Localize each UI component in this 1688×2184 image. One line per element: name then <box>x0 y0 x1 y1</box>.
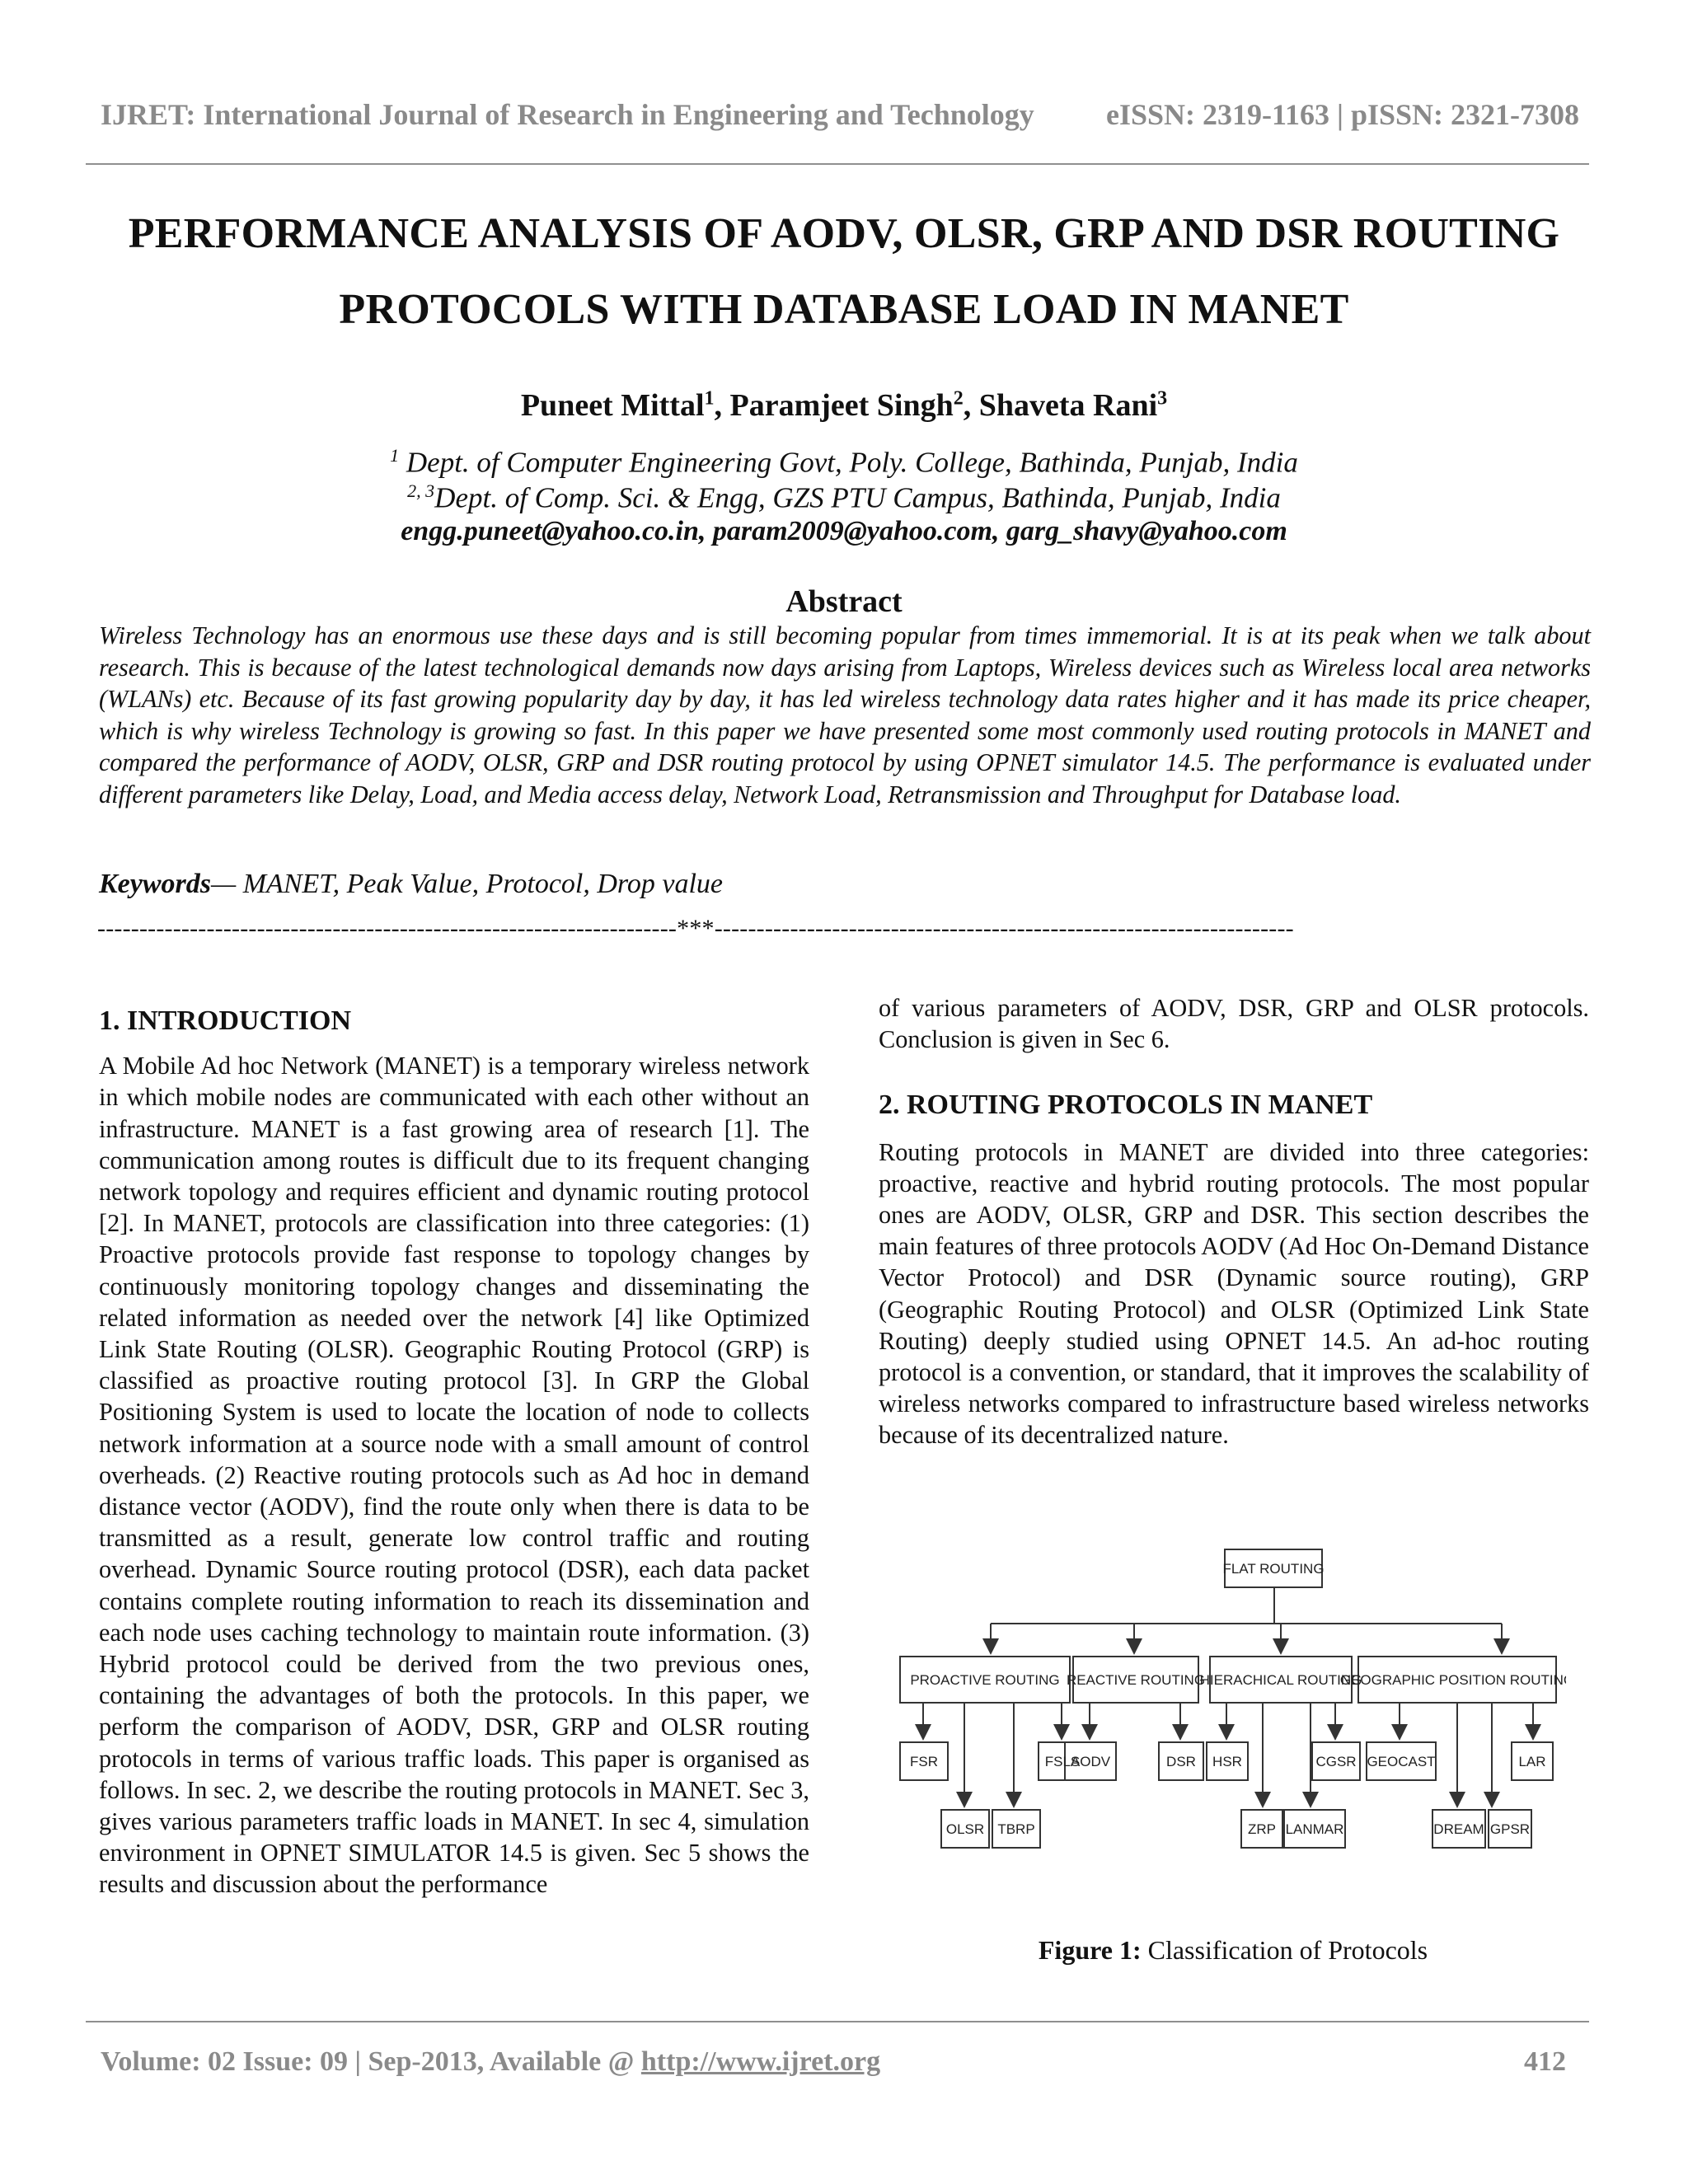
journal-link[interactable]: http://www.ijret.org <box>640 2046 881 2077</box>
node-hsr: HSR <box>1212 1754 1242 1769</box>
affiliation-sup: 1 <box>390 445 400 466</box>
node-reactive: REACTIVE ROUTING <box>1066 1672 1206 1688</box>
abstract-heading: Abstract <box>785 584 903 619</box>
intro-continued-paragraph: of various parameters of AODV, DSR, GRP and OLSR protocols. Conclusion is given in Sec 6. <box>879 994 1589 1054</box>
node-fsls: FSLS <box>1044 1754 1081 1769</box>
node-hierarchical: HIERACHICAL ROUTING <box>1199 1672 1362 1688</box>
author-sup: 2 <box>953 387 964 410</box>
affiliation-sup: 2, 3 <box>407 480 435 501</box>
author-name: Shaveta Rani <box>978 388 1158 423</box>
footer-rule <box>86 2021 1589 2022</box>
author-list <box>0 387 1688 424</box>
node-lanmar: LANMAR <box>1285 1821 1344 1837</box>
paper-title <box>82 196 1606 348</box>
author-sep: , <box>714 388 730 423</box>
affiliation-1 <box>0 445 1688 480</box>
node-zrp: ZRP <box>1248 1821 1276 1837</box>
footer-volume-text: Volume: 02 Issue: 09 | Sep-2013, Available @ <box>101 2046 641 2077</box>
affiliation-2 <box>0 480 1688 515</box>
node-tbrp: TBRP <box>997 1821 1035 1837</box>
right-column <box>879 992 1589 1451</box>
author-sup: 3 <box>1157 387 1168 410</box>
figure-caption-text: Classification of Protocols <box>1141 1935 1428 1965</box>
affiliation-text: Dept. of Comp. Sci. & Engg, GZS PTU Campus, Bathinda, Punjab, India <box>434 481 1281 514</box>
node-proactive: PROACTIVE ROUTING <box>910 1672 1060 1688</box>
node-geocast: GEOCAST <box>1367 1754 1436 1769</box>
figure-caption-label: Figure 1: <box>1038 1935 1142 1965</box>
keywords-line <box>99 869 723 900</box>
footer-volume-info <box>101 2046 880 2078</box>
affiliation-text: Dept. of Computer Engineering Govt, Poly. College, Bathinda, Punjab, India <box>399 446 1298 479</box>
author-sep: , <box>963 388 979 423</box>
node-olsr: OLSR <box>945 1821 985 1837</box>
node-flat-routing: FLAT ROUTING <box>1222 1561 1325 1577</box>
left-column <box>99 1005 809 1900</box>
section-separator: ---------------------------------------------------------------------***--------------------------------------------------------------------- <box>97 915 1294 942</box>
keywords-text: — MANET, Peak Value, Protocol, Drop value <box>211 869 724 899</box>
classification-diagram <box>882 1541 1566 1887</box>
abstract-text: Wireless Technology has an enormous use these days and is still becoming popular from times immemorial. It is at its peak when we talk about research. This is because of the latest technological demands now days arising from Laptops, Wireless devices such as Wireless local area networks (WLANs) etc. Because of its fast growing popularity day by day, it has led wireless technology data rates higher and it has made its price cheaper, which is why wireless Technology is growing so fast. In this paper we have presented some most commonly used routing protocols in MANET and compared the performance of AODV, OLSR, GRP and DSR routing protocol by using OPNET simulator 14.5. The performance is evaluated under different parameters like Delay, Load, and Media access delay, Network Load, Retransmission and Throughput for Database load. <box>99 621 1591 808</box>
author-emails: engg.puneet@yahoo.co.in, param2009@yahoo.com, garg_shavy@yahoo.com <box>401 516 1287 546</box>
node-lar: LAR <box>1518 1754 1546 1769</box>
node-cgsr: CGSR <box>1315 1754 1357 1769</box>
keywords-label: Keywords <box>99 869 211 899</box>
intro-paragraph: A Mobile Ad hoc Network (MANET) is a temporary wireless network in which mobile nodes are communicated with each other without an infrastructure. MANET is a fast growing area of research [1]. The communication among routes is difficult due to its frequent changing network topology and requires efficient and dynamic routing protocol [2]. In MANET, protocols are classification into three categories: (1) Proactive protocols provide fast response to topology changes by continuously monitoring topology changes and disseminating the related information as needed over the network [4] like Optimized Link State Routing (OLSR). Geographic Routing Protocol (GRP) is classified as proactive routing protocol [3]. In GRP the Global Positioning System is used to locate the location of node to collects network information at a source node with a small amount of control overheads. (2) Reactive routing protocols such as Ad hoc in demand distance vector (AODV), find the route only when there is data to be transmitted as a result, generate low control traffic and routing overhead. Dynamic Source routing protocol (DSR), each data packet contains complete routing information to reach its dissemination and each node uses caching technology to maintain route information. (3) Hybrid protocol could be derived from the two previous ones, containing the advantages of both the protocols. In this paper, we perform the comparison of AODV, DSR, GRP and OLSR routing protocols in terms of various traffic loads. This paper is organised as follows. In sec. 2, we describe the routing protocols in MANET. Sec 3, gives various parameters traffic loads in MANET. In sec 4, simulation environment in OPNET SIMULATOR 14.5 is given. Sec 5 shows the results and discussion about the performance <box>99 1052 809 1899</box>
author-name: Paramjeet Singh <box>729 388 954 423</box>
title-line-2: PROTOCOLS WITH DATABASE LOAD IN MANET <box>339 286 1349 333</box>
author-sup: 1 <box>704 387 715 410</box>
classification-figure <box>882 1541 1566 1887</box>
node-aodv: AODV <box>1070 1754 1111 1769</box>
section2-heading: 2. ROUTING PROTOCOLS IN MANET <box>879 1090 1373 1121</box>
node-dream: DREAM <box>1433 1821 1484 1837</box>
node-dsr: DSR <box>1166 1754 1196 1769</box>
header-rule <box>86 163 1589 165</box>
page-number: 412 <box>1524 2046 1566 2077</box>
issn-header: eISSN: 2319-1163 | pISSN: 2321-7308 <box>1106 98 1579 131</box>
node-fsr: FSR <box>910 1754 938 1769</box>
title-line-1: PERFORMANCE ANALYSIS OF AODV, OLSR, GRP AND DSR ROUTING <box>128 210 1560 257</box>
node-gpsr: GPSR <box>1489 1821 1531 1837</box>
node-geographic: GEOGRAPHIC POSITION ROUTING <box>1339 1672 1566 1688</box>
author-name: Puneet Mittal <box>520 388 705 423</box>
section2-paragraph: Routing protocols in MANET are divided into three categories: proactive, reactive and hybrid routing protocols. The most popular ones are AODV, OLSR, GRP and DSR. This section describes the main features of three protocols AODV (Ad Hoc On-Demand Distance Vector Protocol) and DSR (Dynamic source routing), GRP (Geographic Routing Protocol) and OLSR (Optimized Link State Routing) deeply studied using OPNET 14.5. An ad-hoc routing protocol is a convention, or standard, that it improves the scalability of wireless networks compared to infrastructure based wireless networks because of its decentralized nature. <box>879 1137 1589 1450</box>
intro-heading: 1. INTRODUCTION <box>99 1005 352 1036</box>
figure-caption <box>879 1935 1587 1966</box>
journal-header: IJRET: International Journal of Research in Engineering and Technology <box>101 98 1034 131</box>
